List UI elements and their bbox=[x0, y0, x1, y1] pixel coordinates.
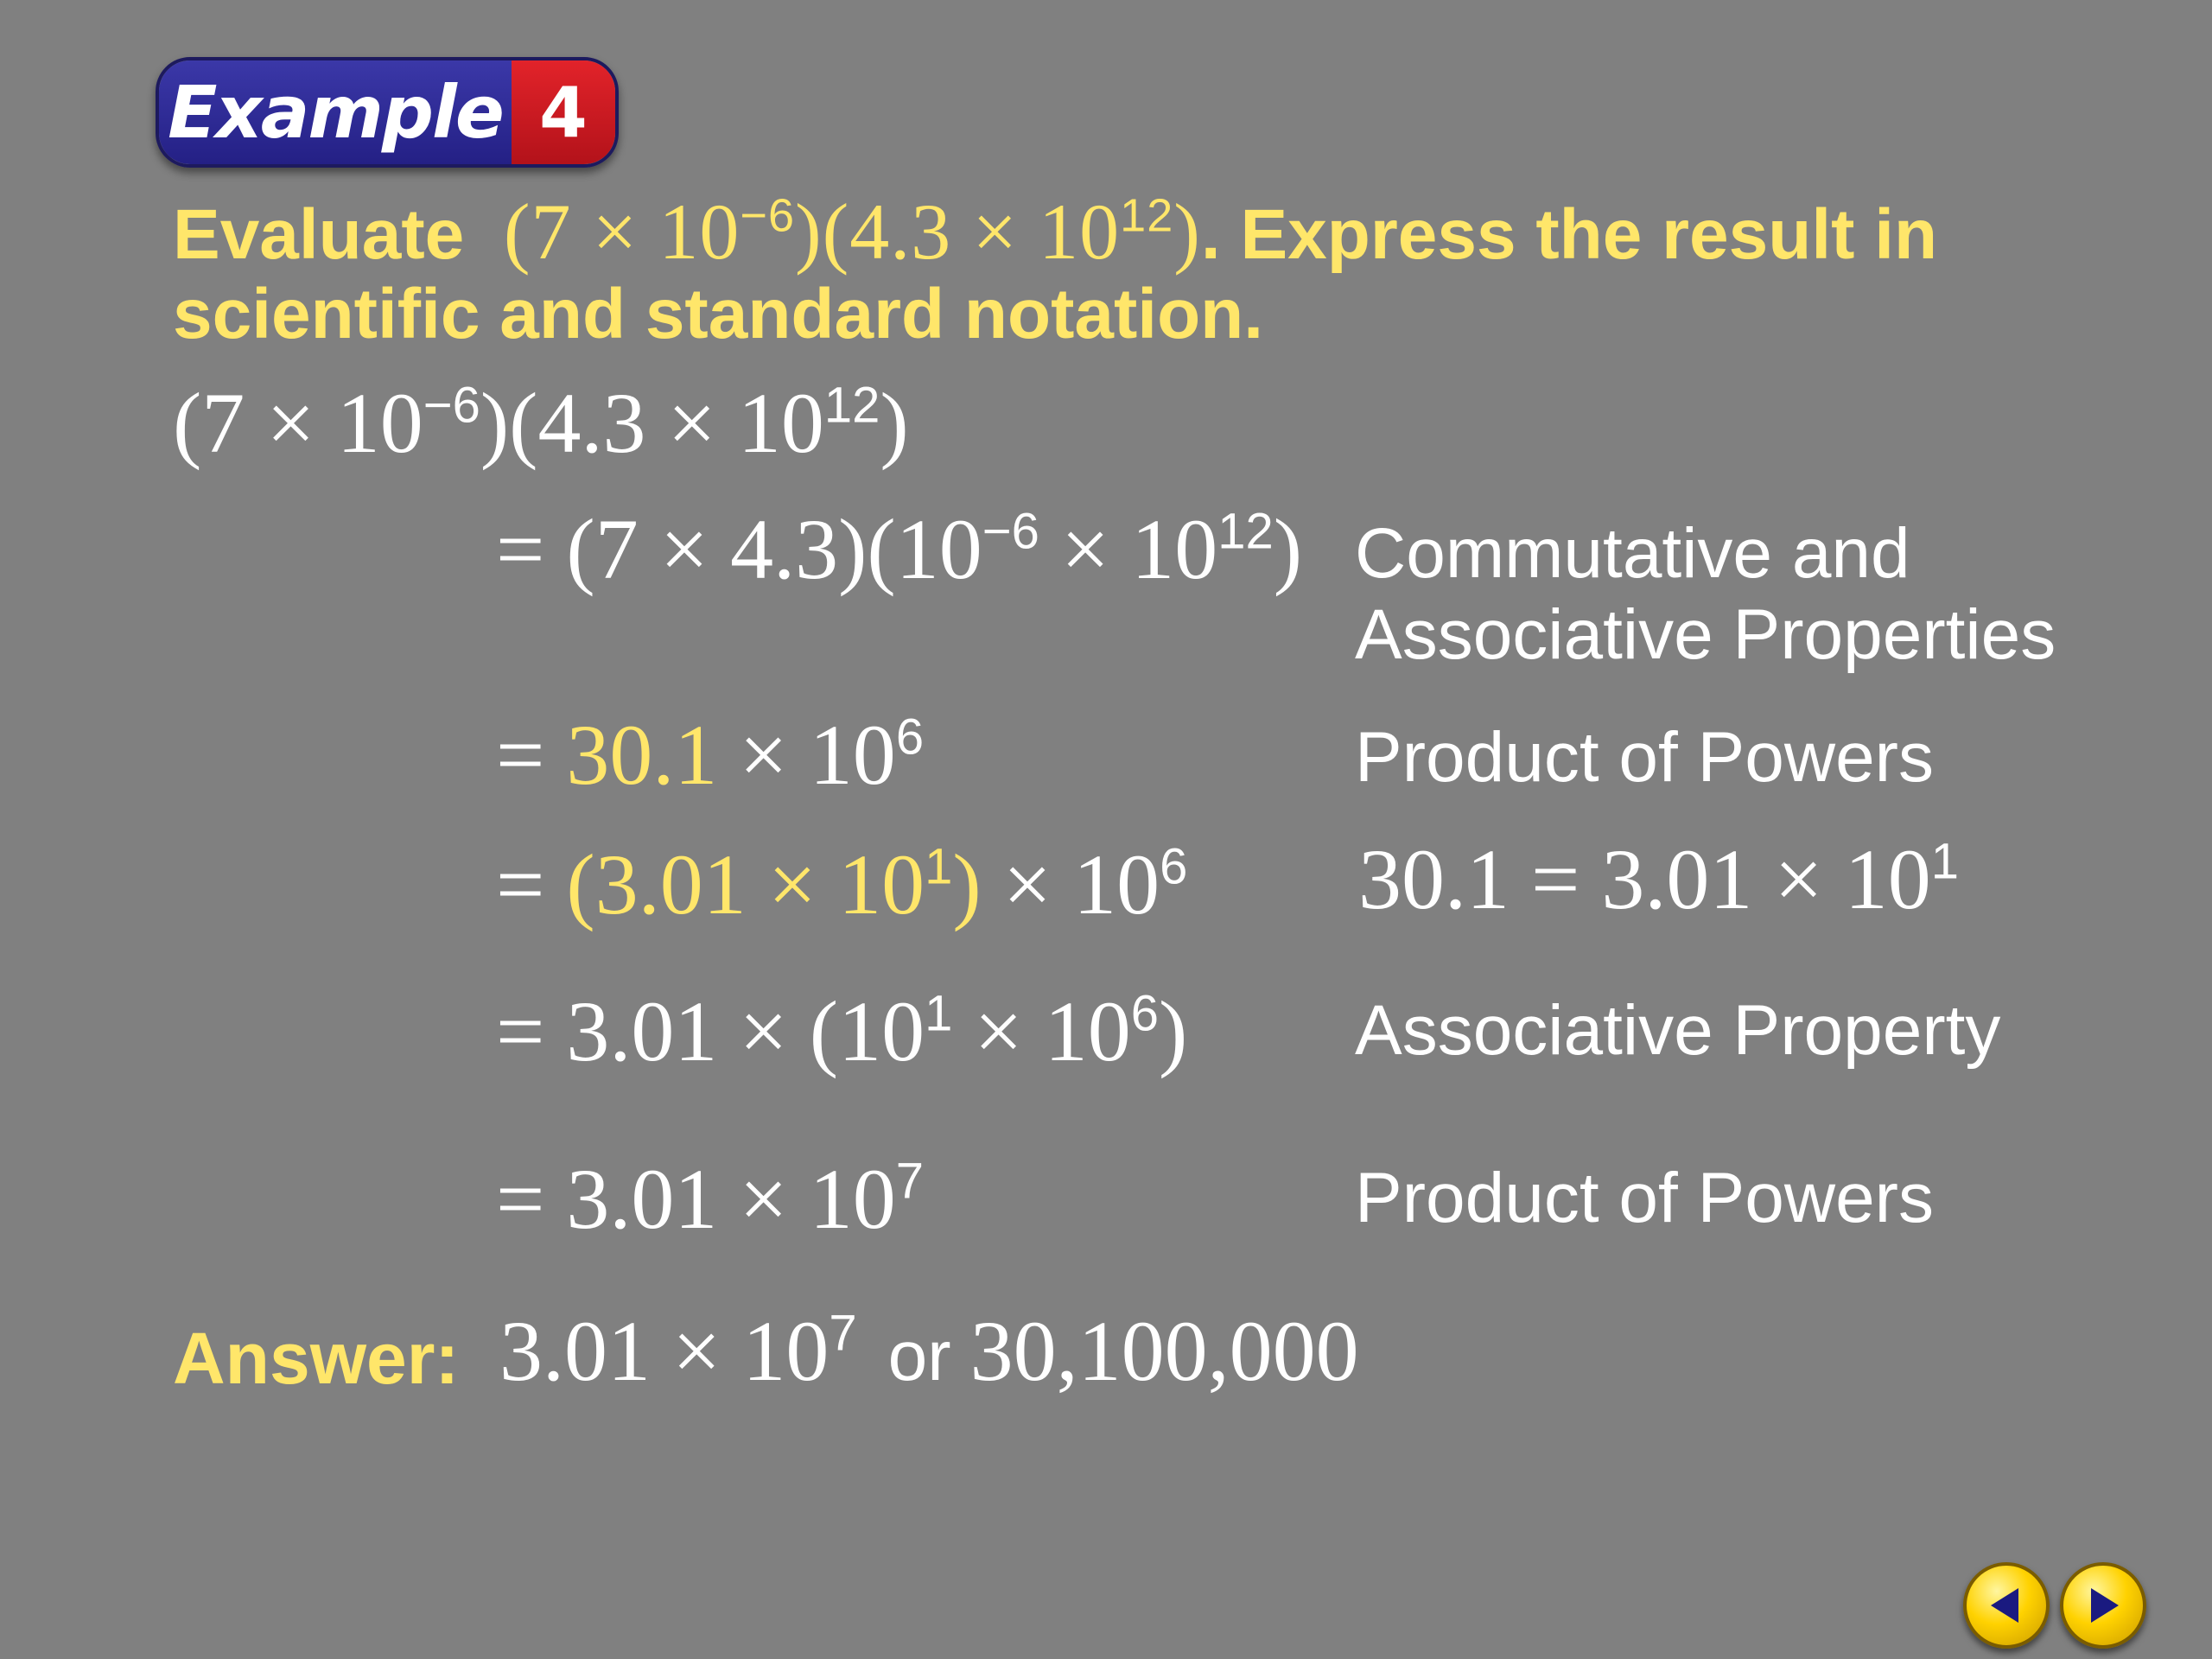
triangle-left-icon bbox=[1980, 1580, 2032, 1631]
step-2-math: = $30.1 \times 10^6$ bbox=[496, 707, 925, 803]
answer-label: Answer: bbox=[173, 1318, 460, 1399]
problem-expression: $(7 \times 10^{-6})(4.3 \times 10^{12})$ bbox=[503, 188, 1201, 276]
step-2-reason: Product of Powers bbox=[1355, 718, 1934, 797]
step-5-reason: Product of Powers bbox=[1355, 1159, 1934, 1237]
step-4-reason: Associative Property bbox=[1355, 991, 2001, 1070]
step-1-math: = $(7 \times 4.3)(10^{-6} \times 10^{12})$ bbox=[496, 501, 1303, 597]
next-slide-button[interactable] bbox=[2060, 1562, 2146, 1649]
problem-statement bbox=[173, 188, 2117, 354]
previous-slide-button[interactable] bbox=[1963, 1562, 2050, 1649]
badge-label: Example bbox=[159, 60, 512, 164]
step-1-reason: Commutative and Associative Properties bbox=[1355, 514, 2056, 674]
step-3-math: = $(3.01 \times 10^1) \times 10^6$ bbox=[496, 836, 1188, 932]
step-5-math: = $3.01 \times 10^7$ bbox=[496, 1151, 925, 1247]
step-3-reason: $30.1 = 3.01 \times 10^1$ bbox=[1358, 831, 1960, 927]
badge-number: 4 bbox=[512, 60, 615, 164]
example-badge bbox=[156, 57, 619, 168]
problem-trail: . Express the result in scientific and standard notation. bbox=[173, 195, 1938, 353]
problem-lead: Evaluate bbox=[173, 195, 465, 274]
triangle-right-icon bbox=[2077, 1580, 2129, 1631]
answer-value: $3.01 \times 10^7$ or 30,100,000 bbox=[499, 1303, 1359, 1399]
step-expression: $(7 \times 10^{-6})(4.3 \times 10^{12})$ bbox=[173, 375, 909, 471]
step-4-math: = $3.01 \times (10^1 \times 10^6)$ bbox=[496, 983, 1188, 1079]
